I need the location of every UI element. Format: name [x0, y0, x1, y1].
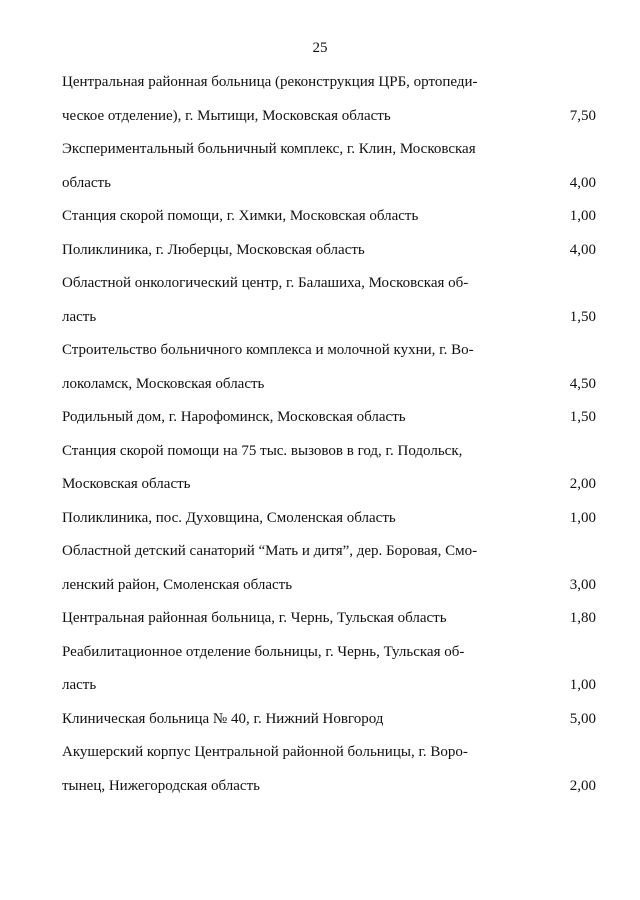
entry-line [62, 468, 596, 502]
entry-line [62, 636, 596, 670]
list-item [62, 535, 596, 602]
list-item [62, 234, 596, 268]
entries-list [62, 66, 596, 803]
entry-text: Строительство больничного комплекса и молочной кухни, г. Во- [62, 342, 474, 358]
entry-line [62, 133, 596, 167]
entry-text: Центральная районная больница (реконструкция ЦРБ, ортопеди- [62, 74, 478, 90]
entry-value: 1,50 [569, 409, 596, 425]
entry-value: 1,50 [569, 308, 596, 325]
entry-text: область [62, 174, 111, 191]
list-item [62, 703, 596, 737]
page-number: 25 [312, 40, 328, 56]
entry-line [62, 569, 596, 603]
entry-line [62, 301, 596, 335]
entry-text: Московская область [62, 476, 191, 492]
entry-text: Станция скорой помощи, г. Химки, Московская область [62, 208, 419, 224]
entry-line [62, 401, 596, 435]
entry-line [62, 66, 596, 100]
list-item [62, 133, 596, 200]
entry-text: Родильный дом, г. Нарофоминск, Московская область [62, 409, 406, 425]
entry-value: 5,00 [569, 710, 596, 727]
entry-text: ласть [62, 308, 97, 325]
entry-line [62, 736, 596, 770]
list-item [62, 267, 596, 334]
entry-line [62, 535, 596, 569]
entry-text: Поликлиника, пос. Духовщина, Смоленская область [62, 509, 396, 526]
entry-line [62, 502, 596, 536]
entry-line [62, 100, 596, 134]
entry-line [62, 200, 596, 234]
list-item [62, 401, 596, 435]
entry-text: Поликлиника, г. Люберцы, Московская область [62, 241, 365, 258]
entry-text: Станция скорой помощи на 75 тыс. вызовов в год, г. Подольск, [62, 442, 463, 459]
entry-value: 1,80 [569, 610, 596, 626]
list-item [62, 435, 596, 502]
list-item [62, 66, 596, 133]
entry-line [62, 669, 596, 703]
list-item [62, 736, 596, 803]
entry-text: ласть [62, 677, 97, 693]
entry-line [62, 334, 596, 368]
list-item [62, 200, 596, 234]
entry-value: 1,00 [569, 208, 596, 224]
entry-value: 3,00 [569, 576, 596, 593]
entry-line [62, 435, 596, 469]
entry-value: 4,00 [569, 241, 596, 258]
entry-line [62, 703, 596, 737]
entry-value: 7,50 [569, 107, 596, 124]
entry-value: 4,00 [569, 174, 596, 191]
entry-text: Центральная районная больница, г. Чернь, Тульская область [62, 610, 447, 626]
list-item [62, 636, 596, 703]
entry-value: 2,00 [569, 476, 596, 492]
entry-line [62, 267, 596, 301]
entry-value: 2,00 [569, 777, 596, 794]
entry-text: ленский район, Смоленская область [62, 576, 293, 593]
list-item [62, 502, 596, 536]
entry-text: ческое отделение), г. Мытищи, Московская область [62, 107, 391, 124]
entry-line [62, 234, 596, 268]
entry-text: Экспериментальный больничный комплекс, г. Клин, Московская [62, 141, 476, 157]
entry-text: локоламск, Московская область [62, 375, 265, 392]
entry-value: 1,00 [569, 509, 596, 526]
entry-text: Областной онкологический центр, г. Балашиха, Московская об- [62, 275, 469, 291]
entry-line [62, 602, 596, 636]
entry-text: Областной детский санаторий “Мать и дитя”, дер. Боровая, Смо- [62, 543, 478, 559]
entry-line [62, 167, 596, 201]
entry-text: Реабилитационное отделение больницы, г. Чернь, Тульская об- [62, 643, 465, 660]
entry-text: тынец, Нижегородская область [62, 777, 260, 794]
list-item [62, 334, 596, 401]
entry-value: 1,00 [569, 677, 596, 693]
entry-text: Клиническая больница № 40, г. Нижний Новгород [62, 710, 384, 727]
list-item [62, 602, 596, 636]
entry-text: Акушерский корпус Центральной районной больницы, г. Воро- [62, 744, 468, 760]
entry-line [62, 368, 596, 402]
entry-line [62, 770, 596, 804]
entry-value: 4,50 [569, 375, 596, 392]
